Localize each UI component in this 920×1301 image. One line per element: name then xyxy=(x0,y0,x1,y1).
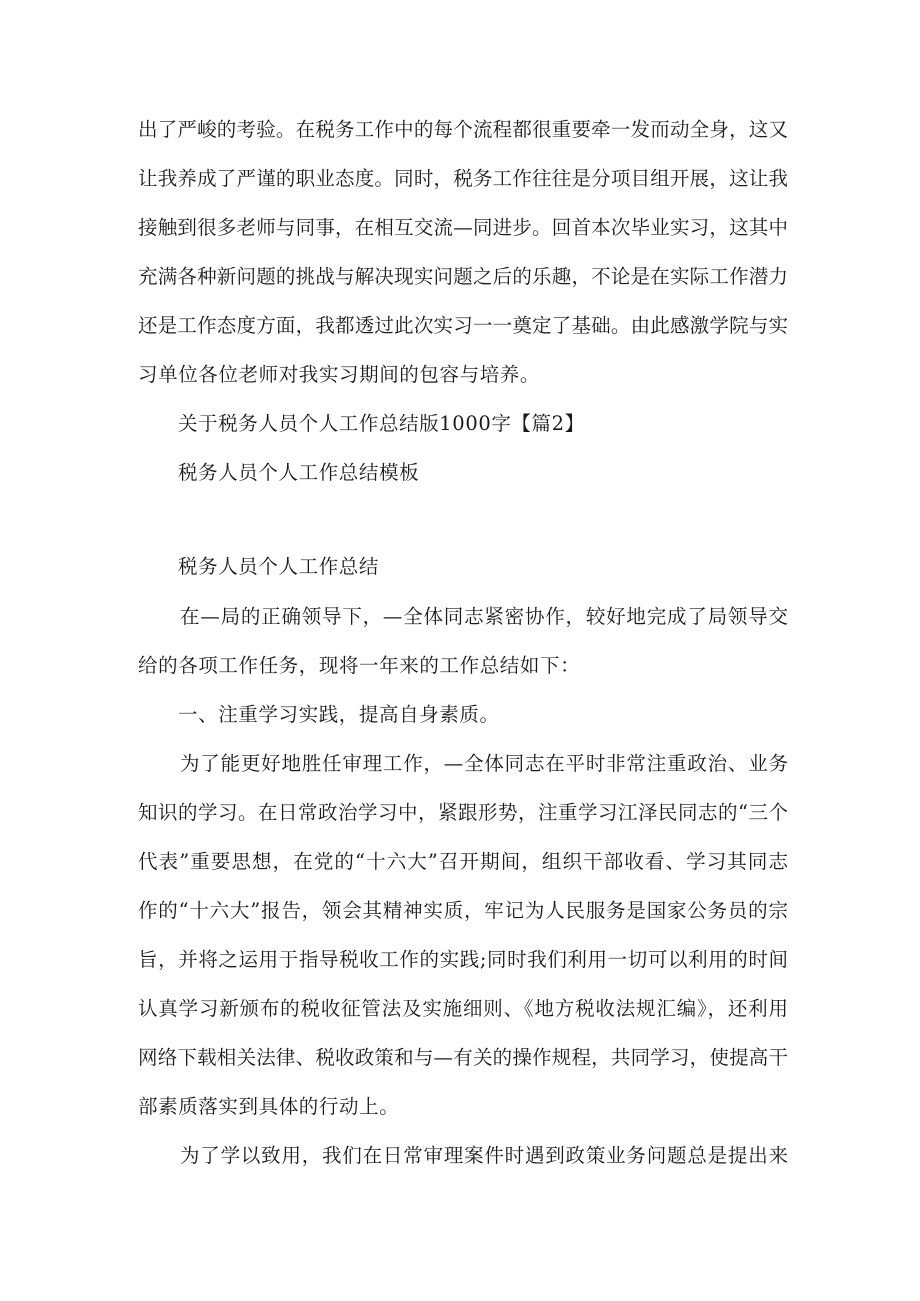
paragraph-line: 知识的学习。在日常政治学习中，紧跟形势，注重学习江泽民同志的“三个 xyxy=(138,801,788,824)
paragraph-line: 旨，并将之运用于指导税收工作的实践;同时我们利用一切可以利用的时间 xyxy=(138,948,788,971)
paragraph-line: 习单位各位老师对我实习期间的包容与培养。 xyxy=(138,363,541,386)
paragraph-line: 为了能更好地胜任审理工作，—全体同志在平时非常注重政治、业务 xyxy=(180,752,788,775)
paragraph-line: 接触到很多老师与同事，在相互交流—同进步。回首本次毕业实习，这其中 xyxy=(138,216,788,239)
paragraph-line: 在—局的正确领导下，—全体同志紧密协作，较好地完成了局领导交 xyxy=(180,605,788,628)
paragraph-line: 出了严峻的考验。在税务工作中的每个流程都很重要牵一发而动全身，这又 xyxy=(138,118,788,141)
paragraph-line: 让我养成了严谨的职业态度。同时，税务工作往往是分项目组开展，这让我 xyxy=(138,167,788,190)
paragraph-line: 给的各项工作任务，现将一年来的工作总结如下： xyxy=(138,654,581,677)
paragraph-line: 充满各种新问题的挑战与解决现实问题之后的乐趣，不论是在实际工作潜力 xyxy=(138,265,788,288)
section-heading: 一、注重学习实践，提高自身素质。 xyxy=(178,703,500,726)
article-heading: 关于税务人员个人工作总结版1000字【篇2】 xyxy=(178,412,585,435)
paragraph-line: 代表”重要思想，在党的“十六大”召开期间，组织干部收看、学习其同志 xyxy=(138,850,788,873)
paragraph-line: 认真学习新颁布的税收征管法及实施细则、《地方税收法规汇编》，还利用 xyxy=(138,997,788,1020)
paragraph-line: 部素质落实到具体的行动上。 xyxy=(138,1095,400,1118)
paragraph-line: 网络下载相关法律、税收政策和与—有关的操作规程，共同学习，使提高干 xyxy=(138,1046,788,1069)
summary-heading: 税务人员个人工作总结 xyxy=(178,555,380,578)
paragraph-line: 为了学以致用，我们在日常审理案件时遇到政策业务问题总是提出来 xyxy=(180,1144,788,1167)
paragraph-line: 作的“十六大”报告，领会其精神实质，牢记为人民服务是国家公务员的宗 xyxy=(138,899,788,922)
paragraph-line: 还是工作态度方面，我都透过此次实习一一奠定了基础。由此感激学院与实 xyxy=(138,314,788,337)
template-heading: 税务人员个人工作总结模板 xyxy=(178,461,420,484)
